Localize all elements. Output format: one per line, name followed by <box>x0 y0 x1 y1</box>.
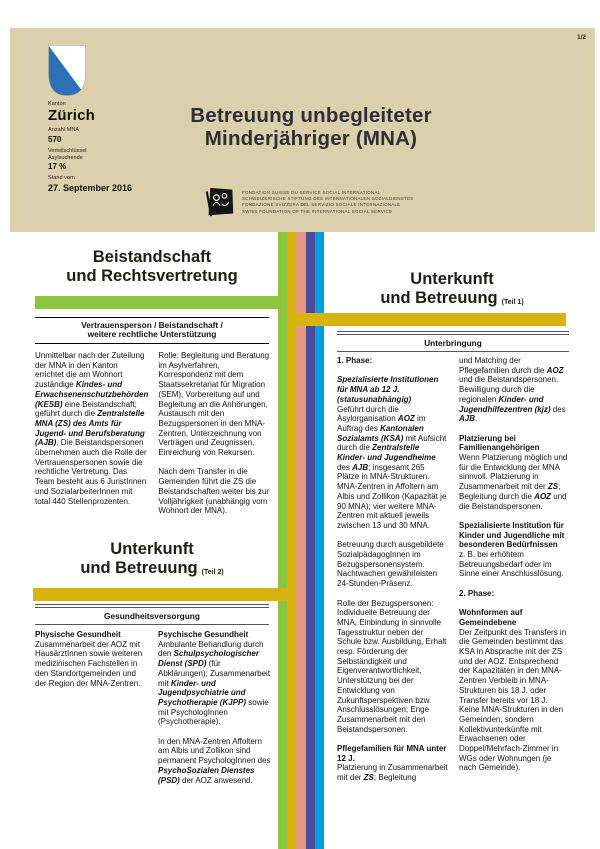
iss-logo-text-line: FONDATION SUISSE DU SERVICE SOCIAL INTERNATIONAL <box>242 190 381 195</box>
heading-line: und Betreuung (Teil 1) <box>380 289 524 307</box>
box-title-line: Gesundheitsversorgung <box>35 607 269 625</box>
iss-logo-text <box>242 185 414 215</box>
section-heading-unterkunft-teil1 <box>337 270 567 311</box>
canton-name: Zürich <box>48 107 96 125</box>
heading-part-label: (Teil 1) <box>501 299 524 306</box>
canton-label: Kanton <box>48 101 66 107</box>
stat-stand-label: Stand vom <box>48 175 75 182</box>
box-title-unterbringung <box>337 331 569 352</box>
heading-line: Beistandschaft <box>92 248 212 266</box>
heading-line: und Betreuung (Teil 2) <box>80 559 224 577</box>
zurich-coat-of-arms-icon <box>48 44 86 97</box>
canton-info-block <box>48 101 132 193</box>
text-column: Rolle: Begleitung und Beratung im Asylverfahren, Korrespondenz mit dem Staatssekretariat für Migration (SEM), Vorbereitung auf und Begleitung an die Anhörungen, Austausch mit den Bezugspersonen in den MNA-Zentren, Unterzeichnung von Verträgen und Zeugnissen, Einreichung von Rekursen. Nach dem Transfer in die Gemeinden führt die ZS die Beistandschaften weiter bis zur Volljährigkeit (unabhängig vom Wohnort der MNA). <box>158 351 270 516</box>
yellow-divider-bar-right <box>287 313 566 326</box>
document-title-line-1: Betreuung unbegleiteter <box>190 104 432 127</box>
color-stripe-green <box>278 232 287 849</box>
stat-verteilschluessel-value: 17 % <box>48 162 67 172</box>
text-column: Physische Gesundheit Zusammenarbeit der AOZ mit HausärztInnen sowie weiteren medizinischen Fachstellen in den Standortgemeinden und der Region der MNA-Zentren. <box>35 630 143 688</box>
text-column: Unmittelbar nach der Zuteilung der MNA in den Kanton errichtet die am Wohnort zuständige Kindes- und Erwachsenenschutzbehörden (KESB) eine Beistandschaft; geführt durch die Zentralstelle MNA (ZS) des Amts für Jugend- und Berufsberatung (AJB). Die Beistandspersonen übernehmen auch die Rolle der Vertrauenspersonen sowie die rechtliche Vertretung. Das Team besteht aus 6 JuristInnen und SozialarbeiterInnen mit total 440 Stellenprozenten. <box>35 351 149 506</box>
iss-logo-text-line: SCHWEIZERISCHE STIFTUNG DES INTERNATIONALEN SOZIALDIENSTES <box>242 196 414 202</box>
document-title <box>170 104 452 150</box>
heading-line: Unterkunft <box>110 540 194 558</box>
text-column: 1. Phase: Spezialisierte Institutionen für MNA ab 12 J. (statusunabhängig) Geführt durch die Asylorganisation AOZ im Auftrag des Kantonalen Sozialamts (KSA) mit Aufsicht durch die Zentralstelle Kinder- und Jugendheime des AJB; insgesamt 265 Plätze in MNA-Strukturen. MNA-Zentren in Affoltern am Albis und Zollikon (Kapazität je 90 MNA); vier weitere MNA-Zentren mit aktuell jeweils zwischen 13 und 30 MNA. Betreuung durch ausgebildete SozialpädagogInnen im Bezugspersonensystem. Nachtwachen gewährleisten 24-Stunden-Präsenz. Rolle der Bezugspersonen: Individuelle Betreuung der MNA, Einbindung in sinnvolle Tagesstruktur neben der Schule bzw. Ausbildung, Erhalt resp. Förderung der Selbständigkeit und Eigenverantwortlichkeit, Unterstützung bei der Entwicklung von Zukunftsperspektiven bzw. Anschlusslösungen; Enge Zusammenarbeit mit den Beistandspersonen. Pflegefamilien für MNA unter 12 J. Platzierung in Zusammenarbeit mit der ZS; Begleitung <box>337 356 448 783</box>
box-title-line: Unterbringung <box>337 334 569 352</box>
text-column: und Matching der Pflegefamilien durch die AOZ und die Beistandspersonen. Bewilligung durch die regionalen Kinder- und Jugendhilfezentren (kjz) des AJB. Platzierung bei Familienangehörigen Wenn Platzierung möglich und für die Entwicklung der MNA sinnvoll. Platzierung in Zusammenarbeit mit der ZS; Begleitung durch die AOZ und die Beistandspersonen. Spezialisierte Institution für Kinder und Jugendliche mit besonderen Bedürfnissen z. B. bei erhöhtem Betreuungsbedarf oder im Sinne einer Anschlusslösung. 2. Phase: Wohnformen auf Gemeindebene Der Zeitpunkt des Transfers in die Gemeinden bestimmt das KSA in Absprache mit der ZS und der AOZ. Entsprechend der Kapazitäten in den MNA-Zentren Verbleib in MNA-Strukturen bis 18 J. oder Transfer bereits vor 18 J. Keine MNA-Strukturen in den Gemeinden, sondern Kollektivunterkünfte mit Erwachsenen oder Doppel/Mehrfach-Zimmer in WGs oder Wohnungen (je nach Gemeinde). <box>459 356 568 773</box>
vertrauensperson-text <box>35 351 271 516</box>
heading-part-label: (Teil 2) <box>201 569 224 576</box>
heading-line: Unterkunft <box>410 270 494 288</box>
box-title-line: Vertrauensperson / Beistandschaft / <box>81 319 223 330</box>
page-number: 1/2 <box>576 34 586 41</box>
green-divider-bar <box>35 296 287 309</box>
section-heading-beistandschaft <box>35 248 269 286</box>
iss-foundation-logo <box>205 185 414 219</box>
document-title-line-2: Minderjähriger (MNA) <box>204 127 418 150</box>
stat-anzahl-value: 570 <box>48 134 62 144</box>
yellow-divider-bar-left <box>33 588 296 601</box>
iss-logo-text-line: FONDAZIONE SVIZZERA DEL SERVIZIO SOCIALE INTERNAZIONALE <box>242 202 401 208</box>
gesundheitsversorgung-text <box>35 630 271 785</box>
iss-logo-text-line: SWISS FOUNDATION OF THE INTERNATIONAL SOCIAL SERVICE <box>242 208 393 214</box>
text-column: Psychische Gesundheit Ambulante Behandlung durch den Schulpsychologischer Dienst (SPD) (für Abklärungen); Zusammenarbeit mit Kinder- und Jugendpsychiatrie und Psychotherapie (KJPP) sowie mit PsychologInnen (Psychotherapie). In den MNA-Zentren Affoltern am Albis und Zollikon sind permanent PsychologInnen des PsychoSozialen Dienstes (PSD) der AOZ anwesend. <box>158 630 271 785</box>
iss-logo-icon <box>205 185 235 219</box>
stat-stand-value: 27. September 2016 <box>48 182 133 193</box>
header <box>10 28 595 232</box>
box-title-gesundheitsversorgung <box>35 604 269 625</box>
stat-verteilschluessel-label-1: Verteilschlüssel <box>48 147 87 154</box>
stat-anzahl-label: Anzahl MNA <box>48 127 80 134</box>
box-title-vertrauensperson <box>35 317 269 344</box>
unterbringung-text <box>337 356 570 783</box>
heading-line: und Rechtsvertretung <box>66 267 238 285</box>
stat-verteilschluessel-label-2: Asylsuchende <box>48 154 83 161</box>
section-heading-unterkunft-teil2 <box>35 540 269 581</box>
box-title-line: weitere rechtliche Unterstützung <box>87 329 217 340</box>
